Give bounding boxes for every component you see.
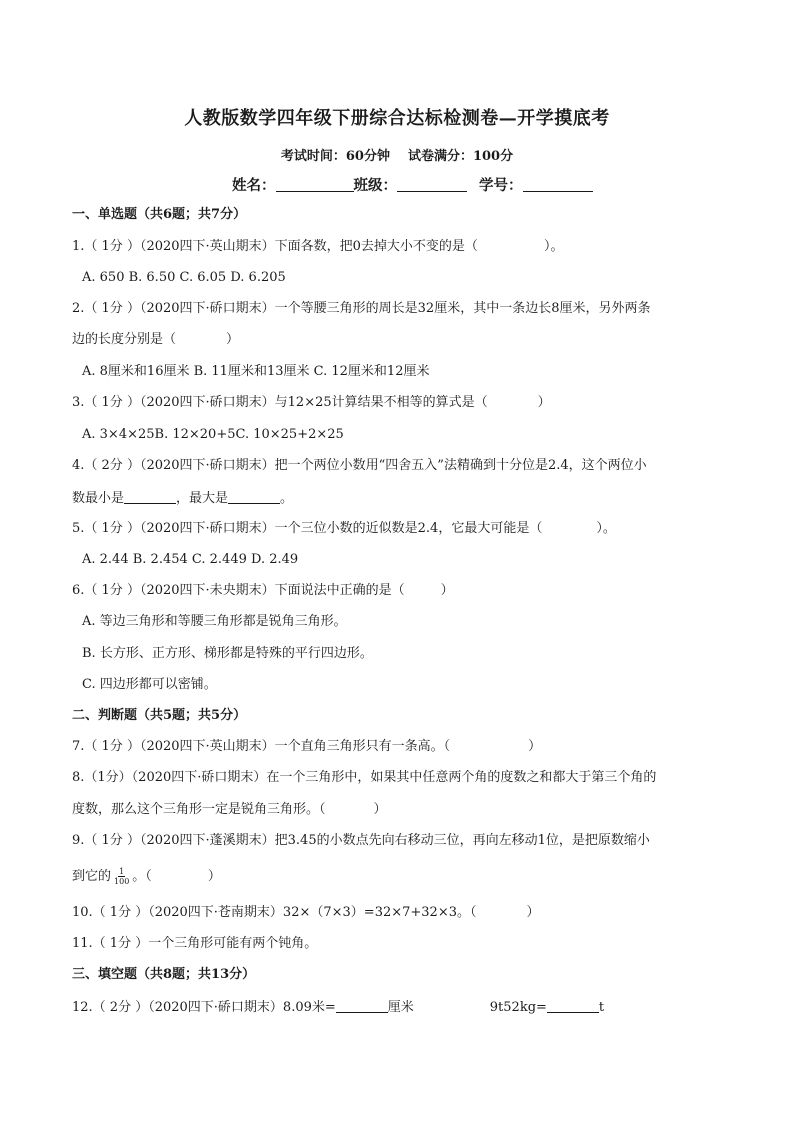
question-1-text: 1.（ 1分 ）（2020四下·英山期末）下面各数，把0去掉大小不变的是（ bbox=[72, 239, 478, 254]
question-7-end: ） bbox=[528, 739, 542, 754]
question-2-end: ） bbox=[226, 332, 240, 347]
question-4-blank-1[interactable] bbox=[124, 490, 176, 504]
question-8-end: ） bbox=[373, 802, 387, 817]
question-4-line-1: 4.（ 2分 ）（2020四下·硚口期末）把一个两位小数用“四舍五入”法精确到十分位是2.4，这个两位小 bbox=[72, 458, 647, 473]
fraction-denominator: 100 bbox=[114, 877, 130, 886]
section-heading-fill-blank: 三、填空题（共8题；共13分） bbox=[72, 967, 256, 982]
question-5-end: ）。 bbox=[596, 521, 616, 536]
question-9-text-b: 。（ bbox=[132, 869, 152, 884]
question-3-options: A. 3×4×25B. 12×20+5C. 10×25+2×25 bbox=[82, 427, 344, 442]
question-6-end: ） bbox=[440, 583, 454, 598]
exam-title: 人教版数学四年级下册综合达标检测卷—开学摸底考 bbox=[184, 108, 610, 129]
question-1-end: ）。 bbox=[543, 239, 564, 254]
exam-time: 考试时间：60分钟 bbox=[280, 149, 390, 164]
question-4-text-a: 数最小是 bbox=[72, 491, 125, 506]
question-12-unit-b: t bbox=[598, 1000, 605, 1015]
question-4-text-c: 。 bbox=[280, 491, 294, 506]
question-6-option-c: C. 四边形都可以密铺。 bbox=[82, 677, 217, 692]
question-12 bbox=[72, 999, 604, 1016]
question-4-text-b: ，最大是 bbox=[176, 491, 229, 506]
question-9-line-2 bbox=[72, 867, 221, 886]
question-12-text-a: 12.（ 2分 ）（2020四下·硚口期末）8.09米= bbox=[72, 1000, 336, 1015]
question-3-end: ） bbox=[537, 395, 551, 410]
question-12-text-b: 9t52kg= bbox=[489, 1000, 547, 1015]
question-8-text: 度数，那么这个三角形一定是锐角三角形。（ bbox=[72, 802, 326, 817]
question-5-options: A. 2.44 B. 2.454 C. 2.449 D. 2.49 bbox=[82, 552, 299, 567]
question-5 bbox=[72, 521, 616, 537]
exam-meta bbox=[0, 145, 794, 164]
question-8-line-2 bbox=[72, 802, 387, 818]
question-10 bbox=[72, 905, 540, 921]
question-2-line-1: 2.（ 1分 ）（2020四下·硚口期末）一个等腰三角形的周长是32厘米，其中一条边长8厘米，另外两条 bbox=[72, 301, 651, 316]
question-2-options: A. 8厘米和16厘米 B. 11厘米和13厘米 C. 12厘米和12厘米 bbox=[82, 364, 430, 379]
question-6-text: 6.（ 1分 ）（2020四下·未央期末）下面说法中正确的是（ bbox=[72, 583, 405, 598]
question-1-options: A. 650 B. 6.50 C. 6.05 D. 6.205 bbox=[82, 270, 286, 285]
fraction-one-hundredth bbox=[114, 867, 129, 886]
student-info-line bbox=[232, 174, 593, 195]
question-6-option-a: A. 等边三角形和等腰三角形都是锐角三角形。 bbox=[82, 614, 347, 629]
question-12-blank-2[interactable] bbox=[547, 999, 599, 1013]
question-6-option-b: B. 长方形、正方形、梯形都是特殊的平行四边形。 bbox=[82, 646, 373, 661]
question-9-end: ） bbox=[207, 869, 221, 884]
question-4-line-2 bbox=[72, 490, 293, 507]
question-7 bbox=[72, 739, 541, 755]
question-3 bbox=[72, 395, 551, 411]
question-1 bbox=[72, 239, 563, 255]
question-11: 11.（ 1分 ）一个三角形可能有两个钝角。 bbox=[72, 936, 318, 951]
exam-full-score: 试卷满分：100分 bbox=[407, 149, 514, 164]
question-12-blank-1[interactable] bbox=[336, 999, 388, 1013]
id-blank[interactable] bbox=[523, 177, 593, 192]
section-heading-single-choice: 一、单选题（共6题；共7分） bbox=[72, 207, 247, 222]
question-9-line-1: 9.（ 1分 ）（2020四下·蓬溪期末）把3.45的小数点先向右移动三位，再向左移动1位，是把原数缩小 bbox=[72, 833, 650, 848]
question-2-text: 边的长度分别是（ bbox=[72, 332, 177, 347]
question-9-text-a: 到它的 bbox=[72, 869, 112, 884]
name-label: 姓名： bbox=[232, 177, 276, 194]
question-2-line-2 bbox=[72, 332, 239, 348]
section-heading-true-false: 二、判断题（共5题；共5分） bbox=[72, 708, 247, 723]
question-5-text: 5.（ 1分 ）（2020四下·硚口期末）一个三位小数的近似数是2.4，它最大可能是（ bbox=[72, 521, 543, 536]
question-10-end: ） bbox=[526, 905, 540, 920]
id-label: 学号： bbox=[479, 177, 523, 194]
question-8-line-1: 8.（1分）（2020四下·硚口期末）在一个三角形中，如果其中任意两个角的度数之和都大于第三个角的 bbox=[72, 770, 657, 785]
question-3-text: 3.（ 1分 ）（2020四下·硚口期末）与12×25计算结果不相等的算式是（ bbox=[72, 395, 488, 410]
question-7-text: 7.（ 1分 ）（2020四下·英山期末）一个直角三角形只有一条高。（ bbox=[72, 739, 451, 754]
class-label: 班级： bbox=[353, 177, 397, 194]
question-4-blank-2[interactable] bbox=[228, 490, 280, 504]
question-6 bbox=[72, 583, 454, 599]
name-blank[interactable] bbox=[276, 177, 354, 192]
fraction-numerator: 1 bbox=[119, 867, 125, 876]
question-10-text: 10.（ 1分 ）（2020四下·苍南期末）32×（7×3）=32×7+32×3。（ bbox=[72, 905, 477, 920]
question-12-unit-a: 厘米 bbox=[387, 1000, 414, 1015]
class-blank[interactable] bbox=[397, 177, 467, 192]
